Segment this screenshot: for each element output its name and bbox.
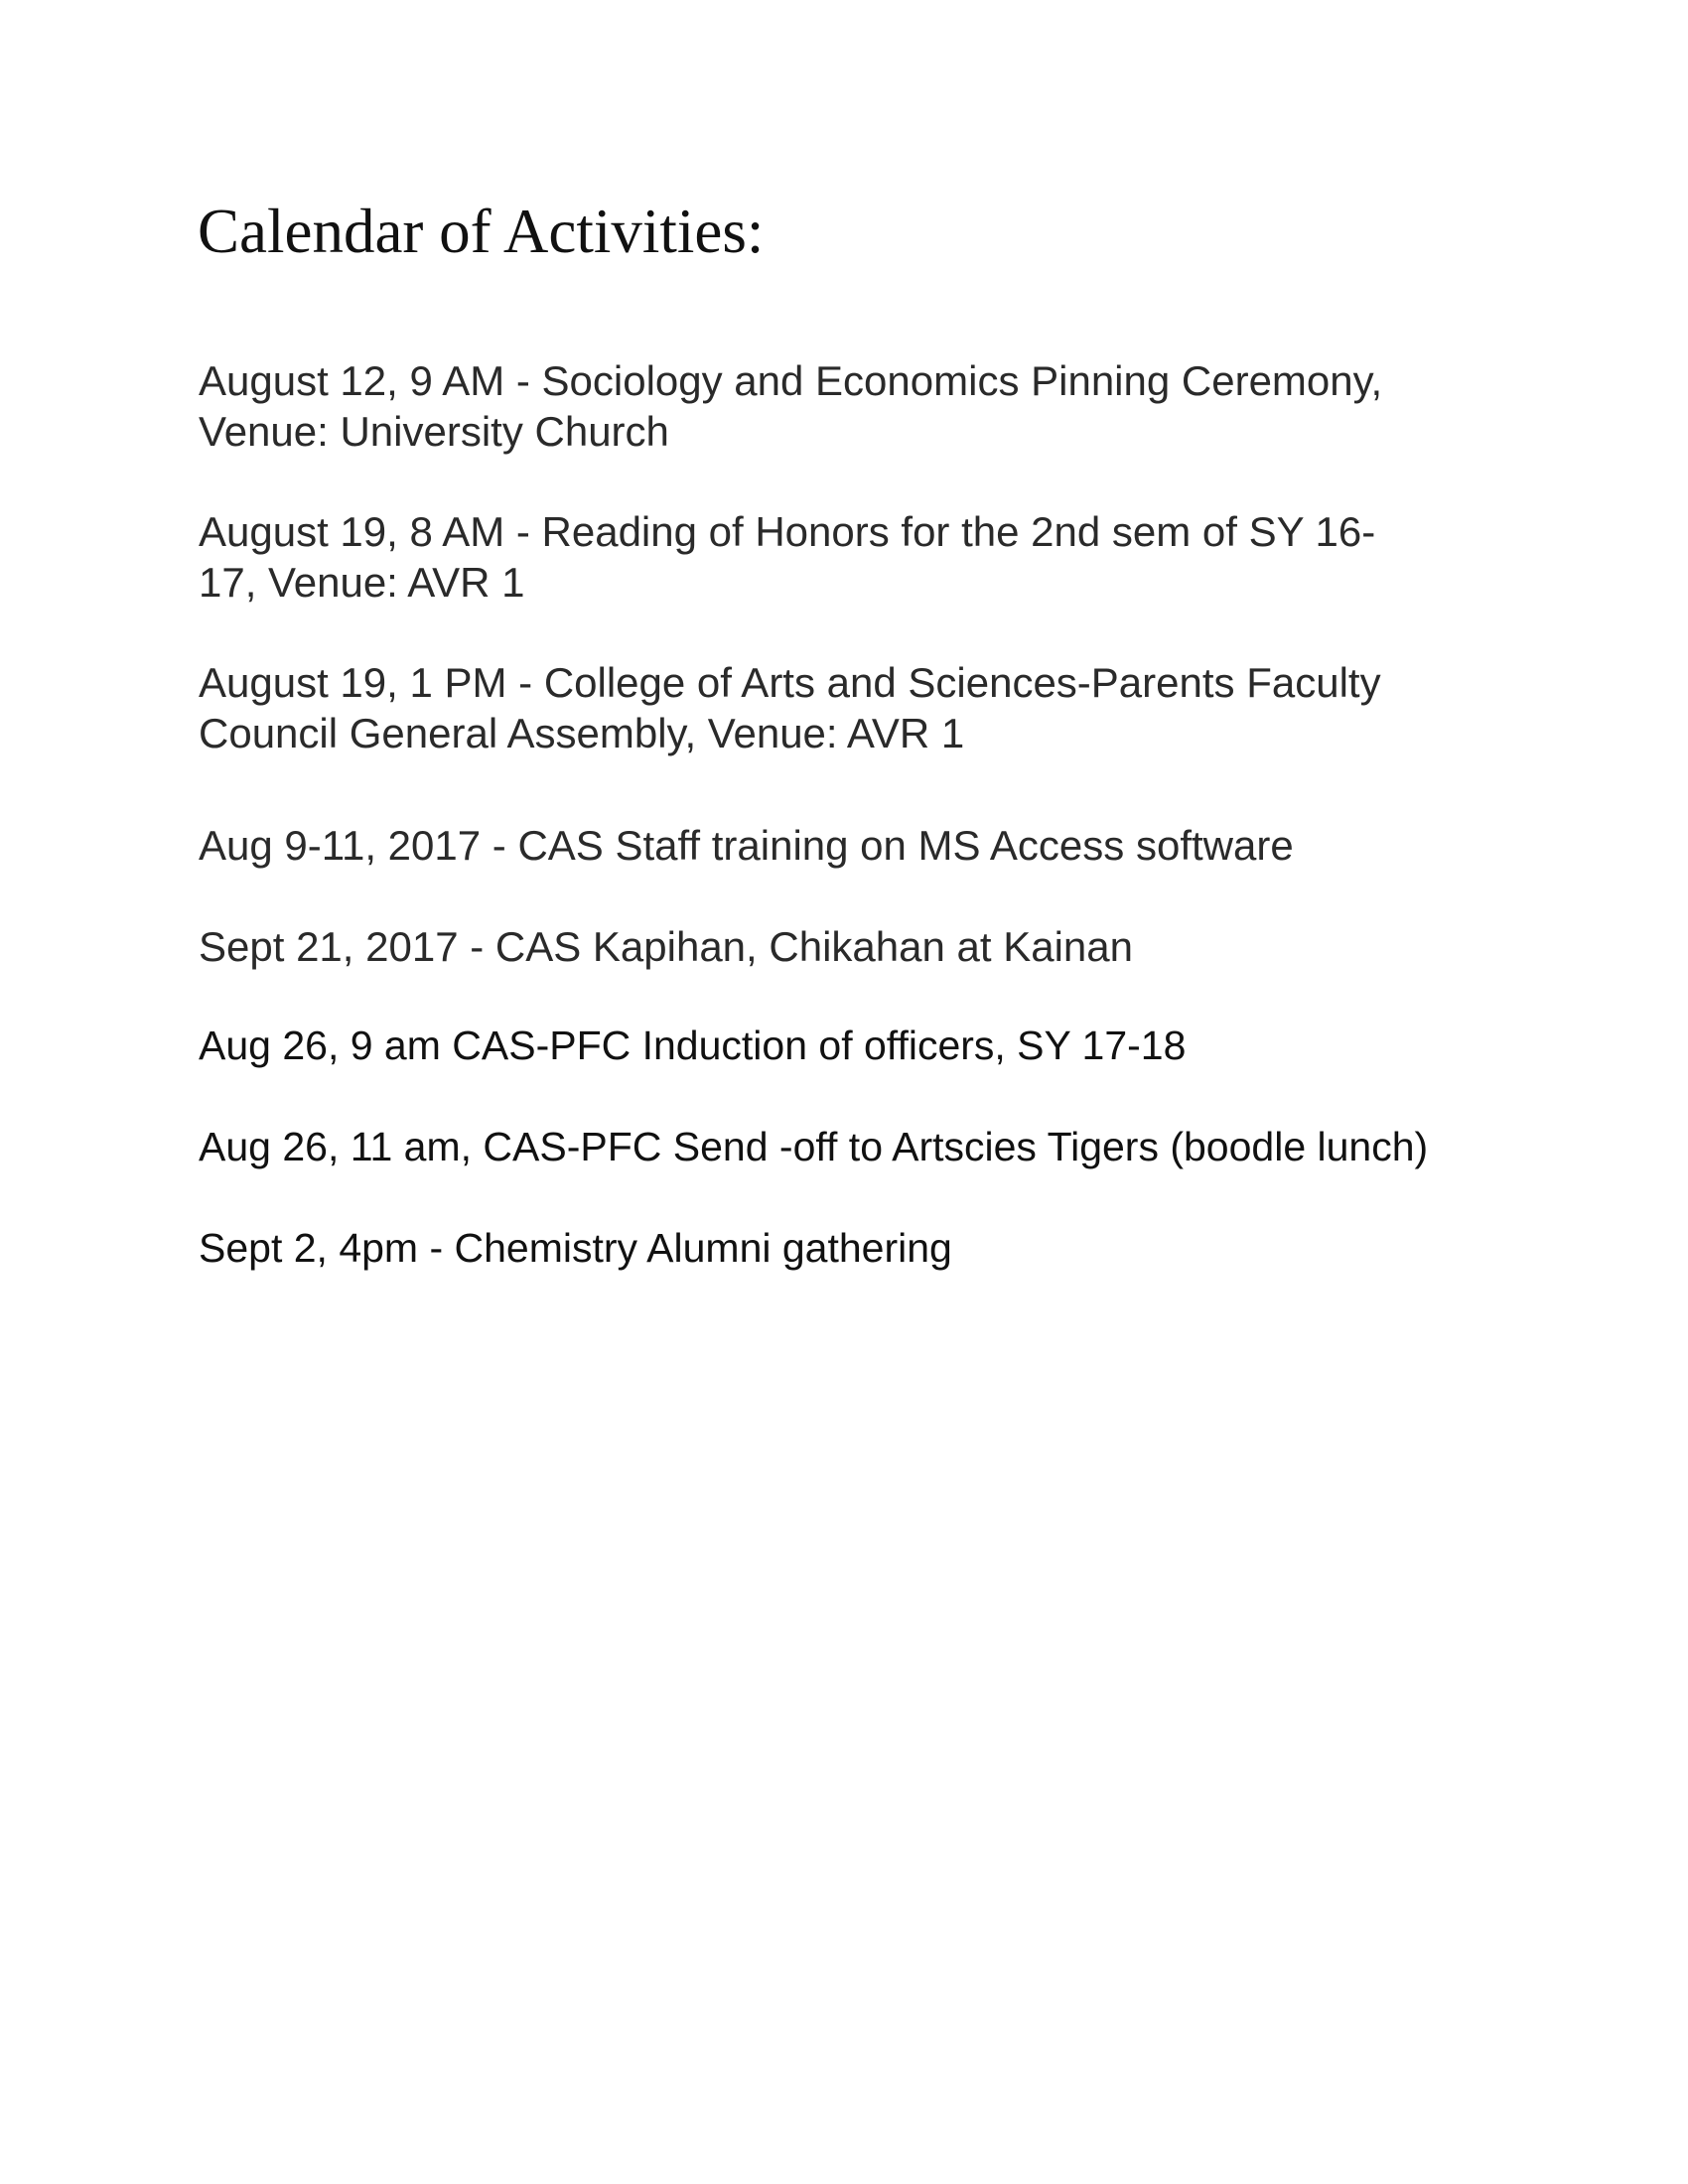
activity-entry <box>199 657 1381 758</box>
activity-entry <box>199 1122 1428 1172</box>
activity-line: August 19, 8 AM - Reading of Honors for the 2nd sem of SY 16- <box>199 508 1376 555</box>
page-title: Calendar of Activities: <box>198 197 765 266</box>
activity-line: 17, Venue: AVR 1 <box>199 559 525 606</box>
activity-line: August 19, 1 PM - College of Arts and Sciences-Parents Faculty <box>199 659 1381 706</box>
activity-line: Council General Assembly, Venue: AVR 1 <box>199 710 965 756</box>
activity-entry <box>199 1021 1186 1071</box>
activity-entry <box>199 506 1375 608</box>
activity-line: Sept 2, 4pm - Chemistry Alumni gathering <box>199 1225 952 1271</box>
activity-entry <box>199 355 1382 457</box>
activity-line: Aug 26, 11 am, CAS-PFC Send -off to Artscies Tigers (boodle lunch) <box>199 1124 1429 1169</box>
activity-line: August 12, 9 AM - Sociology and Economics Pinning Ceremony, <box>199 357 1383 404</box>
activity-line: Aug 9-11, 2017 - CAS Staff training on MS Access software <box>199 822 1294 869</box>
activity-entry <box>199 921 1133 972</box>
activity-line: Sept 21, 2017 - CAS Kapihan, Chikahan at Kainan <box>199 923 1133 970</box>
activity-line: Aug 26, 9 am CAS-PFC Induction of officers, SY 17-18 <box>199 1023 1187 1068</box>
activity-entry <box>199 1223 952 1274</box>
activity-entry <box>199 820 1294 871</box>
activity-line: Venue: University Church <box>199 408 669 455</box>
